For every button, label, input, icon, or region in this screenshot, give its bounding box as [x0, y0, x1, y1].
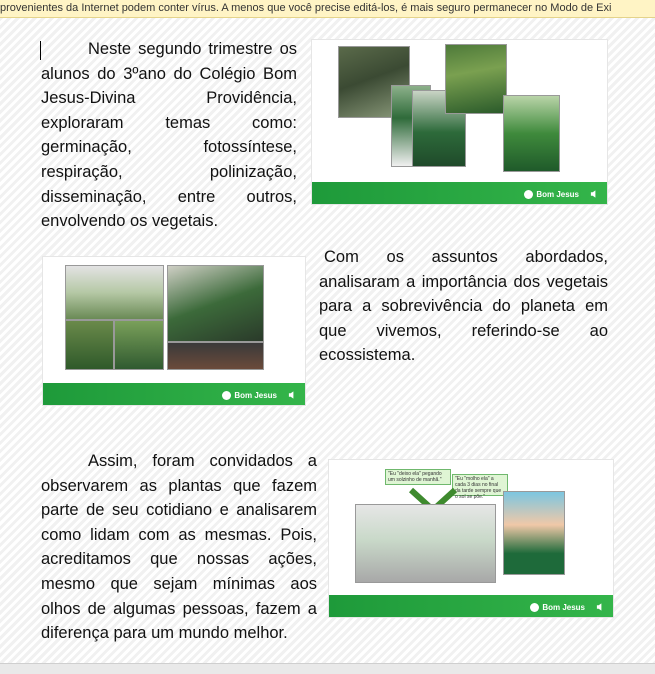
logo-icon — [530, 603, 539, 612]
logo-text: Bom Jesus — [234, 391, 277, 400]
photo-student-1 — [65, 320, 114, 370]
slide-image-1[interactable] — [312, 40, 607, 204]
callout-2: "Eu "molho ela" a cada 3 dias no final da tarde sempre que o sol se põe." — [452, 474, 508, 496]
callout-1: "Eu "deixo ela" pegando um solzinho de manhã." — [385, 469, 451, 485]
speaker-icon — [596, 602, 605, 612]
paragraph-2[interactable]: Com os assuntos abordados, analisaram a importância dos vegetais para a sobrevivência do planeta em que vivemos, referindo-se ao ecossistema. — [319, 248, 608, 365]
slide-logo — [530, 603, 585, 612]
slide-image-3[interactable] — [329, 460, 613, 617]
photo-student-drawing — [355, 504, 496, 583]
protected-view-message: provenientes da Internet podem conter vírus. A menos que você precise editá-los, é mais seguro permanecer no Modo de Exi — [0, 2, 612, 14]
photo-student-planting — [167, 265, 264, 342]
photo-planter-box — [167, 342, 264, 370]
horizontal-scrollbar[interactable] — [0, 663, 655, 674]
logo-text: Bom Jesus — [536, 190, 579, 199]
logo-icon — [222, 391, 231, 400]
photo-leaves — [445, 44, 507, 114]
photo-student-garden — [503, 95, 560, 172]
slide-image-2[interactable] — [43, 257, 305, 405]
photo-student-portrait — [503, 491, 565, 575]
paragraph-1[interactable]: Neste segundo trimestre os alunos do 3ºano do Colégio Bom Jesus-Divina Providência, exploraram temas como: germinação, fotossíntese, respiração, polinização, disseminação, entre outros, envolvendo os vegetais. — [41, 40, 297, 231]
logo-icon — [524, 190, 533, 199]
speaker-icon — [590, 189, 599, 199]
logo-text: Bom Jesus — [542, 603, 585, 612]
photo-pots-table — [65, 265, 164, 320]
photo-student-2 — [114, 320, 164, 370]
protected-view-bar — [0, 0, 655, 18]
slide-logo — [222, 391, 277, 400]
slide-logo — [524, 190, 579, 199]
speaker-icon — [288, 390, 297, 400]
paragraph-3[interactable]: Assim, foram convidados a observarem as plantas que fazem parte de seu cotidiano e analisarem como lidam com as mesmas. Pois, acreditamos que nossas ações, mesmo que sejam mínimas aos olhos de algumas pessoas, fazem a diferença para um mundo melhor. — [41, 452, 317, 643]
